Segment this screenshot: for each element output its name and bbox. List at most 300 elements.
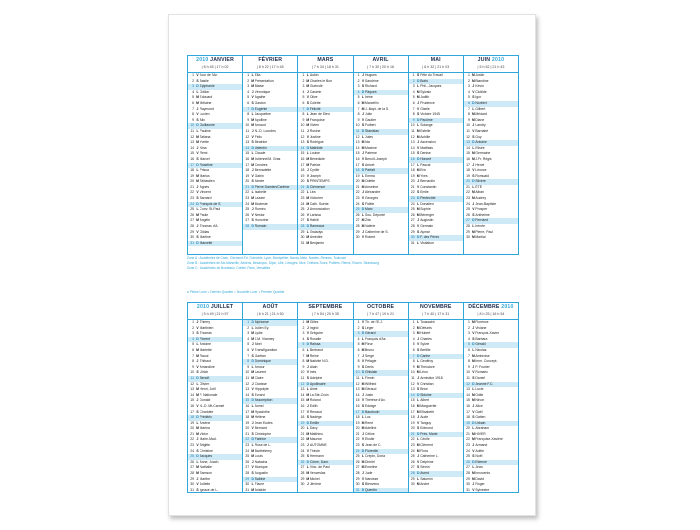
day-number: 31 [245,487,250,492]
day-number: 30 [355,235,360,240]
saint-name: Mariette [199,347,212,352]
day-number: 3 [357,84,360,89]
weekday-letter: M [251,336,255,341]
weekday-letter: M [196,347,199,352]
saint-name: Ninon [475,398,485,403]
weekday-letter: S [306,336,309,341]
saint-name: Viviane [475,325,487,330]
weekday-letter: D [196,123,199,128]
day-number: 5 [412,95,415,100]
saint-name: Alain [309,364,318,369]
saint-name: Pierre Damien/Carême [254,184,290,189]
saint-name: Jules [365,134,373,139]
saint-name: David [475,476,485,481]
saint-name: Brice [420,387,428,392]
day-number: 18 [300,415,305,420]
weekday-letter: J [306,89,309,94]
weekday-letter: S [417,190,420,195]
saint-name: Evrard [254,392,265,397]
day-number: 25 [245,454,250,459]
weekday-letter: L [196,168,199,173]
saint-name: Bérenger [420,212,435,217]
weekday-letter: D [472,179,475,184]
day-number: 22 [410,190,415,195]
day-number: 11 [300,128,305,133]
day-list [298,73,352,246]
saint-name: Hermann [309,454,324,459]
saint-name: Jean de Dieu [309,112,330,117]
day-number: 17 [190,409,194,414]
day-number: 1 [302,320,305,324]
saint-name: Armistice 1918 [420,375,443,380]
saint-name: Alix [199,117,205,122]
day-number: 6 [192,347,194,352]
day-number: 31 [355,487,360,492]
saint-name: Christine [199,448,213,453]
weekday-letter: M [196,95,199,100]
saint-name: Jacques [199,454,213,459]
day-number: 18 [245,415,250,420]
saint-name: Elisabeth [420,409,435,414]
weekday-letter: J [306,443,309,448]
weekday-letter: S [472,336,475,341]
day-number: 13 [190,387,194,392]
weekday-letter: L [306,151,309,156]
day-number: 3 [467,84,470,89]
weekday-letter: D [196,84,199,89]
weekday-letter: M [361,140,365,145]
weekday-letter: M [251,196,255,201]
saint-name: Nadège [309,415,322,420]
weekday-letter: J [362,112,364,117]
weekday-letter: L [361,375,365,380]
saint-name: Augustin [254,471,268,476]
day-number: 28 [190,471,194,476]
day-number: 13 [245,387,250,392]
weekday-letter: S [306,179,309,184]
day-number: 6 [467,100,470,105]
weekday-letter: M [361,342,365,347]
saint-name: HIVER [475,431,486,436]
day-number: 11 [190,128,194,133]
saint-name: Toussaint [420,320,435,324]
saint-name: Emeline [365,465,378,470]
weekday-letter: M [471,431,475,436]
day-number: 4 [192,336,194,341]
day-number: 9 [357,364,360,369]
day-number: 31 [466,487,470,492]
saint-name: J.Fr. Régis [475,156,492,161]
day-number: 16 [245,156,250,161]
saint-name: Jean de C. [365,443,382,448]
weekday-letter: D [416,78,420,83]
weekday-letter: S [472,134,475,139]
weekday-letter: M [196,173,199,178]
day-number: 15 [300,151,305,156]
weekday-letter: D [306,381,310,386]
saint-name: Martinien [199,325,214,330]
day-row [243,488,297,492]
day-number: 14 [466,145,470,150]
saint-name: Romuald [475,173,489,178]
day-number: 28 [300,471,305,476]
weekday-letter: M [251,370,255,375]
weekday-letter: J [251,168,254,173]
saint-name: Léonce [475,168,487,173]
day-number: 10 [300,370,305,375]
saint-name: Véronique [254,89,271,94]
weekday-letter: D [196,336,199,341]
saint-name: Ignace de L. [199,487,219,492]
saint-name: Igor [475,95,482,100]
weekday-letter: V [417,381,420,386]
saint-name: André [420,482,430,487]
saint-name: Rameaux [309,224,325,229]
day-number: 7 [412,106,415,111]
saint-name: Roland [309,398,321,403]
weekday-letter: S [417,465,420,470]
weekday-letter: S [251,140,254,145]
weekday-letter: M [196,426,199,431]
day-number: 13 [245,140,250,145]
day-number: 19 [300,173,305,178]
saint-name: Boris [420,78,428,83]
school-zones-legend: Zone A : Académies de Caen, Clermont-Fd, Grenoble, Lyon, Montpellier, Nancy-Metz, Nantes, Rennes, Toulouse Zone B : Académies de Aix-Marseille, Amiens, Besançon, Dijon, Lille, Limoges, Nice, Orléans-Tours, Poitiers, Reims, Rouen, Strasbourg Zone C : Académies de Bordeaux, Créteil, Paris, Versailles [187,256,380,270]
day-number: 10 [355,123,360,128]
saint-name: Raoul [199,353,209,358]
saint-name: Nathalie [199,465,212,470]
saint-name: Cécile [420,437,430,442]
saint-name: Valérie [365,224,376,229]
day-number: 22 [300,190,305,195]
saint-name: Georges [365,196,379,201]
weekday-letter: J [306,207,309,212]
day-number: 19 [466,173,470,178]
day-number: 13 [466,387,470,392]
day-number: 2 [302,325,305,330]
day-number: 30 [190,235,194,240]
weekday-letter: V [251,426,254,431]
saint-name: Mathilde [309,145,323,150]
saint-name: N.-D. Mt-Carmel [199,403,225,408]
day-number: 1 [302,73,305,77]
day-number: 29 [466,476,470,481]
saint-name: Dominique [254,359,271,364]
saint-name: Crépin, Doria [365,454,385,459]
calendar-sheet [168,14,536,516]
weekday-letter: S [472,375,475,380]
saint-name: Présentation [254,78,274,83]
saint-name: Barnabé [475,128,489,133]
weekday-letter: M [471,359,475,364]
day-number: 8 [357,112,360,117]
weekday-letter: S [472,454,475,459]
weekday-letter: L [417,398,420,403]
weekday-letter: D [196,375,199,380]
day-number: 15 [410,398,415,403]
saint-name: Eugénie [254,106,268,111]
saint-name: Alexandre [365,190,381,195]
weekday-letter: M [251,162,255,167]
day-number: 23 [300,443,305,448]
saint-name: Quentin [365,487,377,492]
weekday-letter: D [251,145,254,150]
weekday-letter: J [362,392,364,397]
weekday-letter: M [251,117,255,122]
weekday-letter: L [251,443,254,448]
day-number: 30 [300,482,305,487]
weekday-letter: S [196,331,199,336]
weekday-letter: J [362,73,364,77]
month-juin [464,56,518,254]
saint-name: Antoine [475,140,487,145]
day-number: 4 [357,336,360,341]
weekday-letter: S [196,370,199,375]
saint-name: Charles [420,336,432,341]
day-number: 11 [300,375,305,380]
weekday-letter: M [416,370,420,375]
saint-name: Anselme [365,184,379,189]
saint-name: François de S. [199,201,222,206]
saint-name: Achille [420,134,431,139]
day-number: 7 [302,106,305,111]
day-number: 17 [466,162,470,167]
month-header: DÉCEMBRE 2010 | 8 h 25 | 16 h 54 [464,303,518,320]
saint-name: Justin [475,73,485,77]
saint-name: Prosper [475,207,488,212]
weekday-letter: M [361,381,365,386]
weekday-letter: S [472,173,475,178]
day-number: 13 [410,140,415,145]
weekday-letter: M [361,106,365,111]
weekday-letter: S [472,95,475,100]
day-number: 19 [300,420,305,425]
weekday-letter: J [417,375,420,380]
saint-name: Victor [199,431,209,436]
saint-name: Rosine [309,128,321,133]
saint-name: Assomption [254,398,273,403]
weekday-letter: M [306,471,310,476]
weekday-letter: M [196,431,199,436]
saint-name: Transfiguration [254,347,278,352]
weekday-letter: D [196,454,199,459]
saint-name: Marc [365,207,373,212]
first-half-calendar [187,55,519,255]
weekday-letter: V [472,487,475,492]
day-number: 2 [192,325,194,330]
saint-name: N.-D. Lourdes [254,128,276,133]
weekday-letter: M [306,78,310,83]
weekday-letter: L [306,229,309,234]
saint-name: Luc [365,415,371,420]
saint-name: Hugues [365,73,377,77]
saint-name: Raïssa [309,342,321,347]
month-avril [354,56,409,254]
day-number: 16 [300,156,305,161]
weekday-letter: J [306,128,309,133]
weekday-letter: M [361,347,365,352]
day-number: 26 [190,212,194,217]
day-number: 9 [247,117,250,122]
weekday-letter: L [417,201,420,206]
day-number: 9 [467,364,470,369]
saint-name: Léon [420,370,428,375]
second-half-calendar [187,302,519,493]
day-number: 5 [357,95,360,100]
saint-name: Jean Eudes [254,420,273,425]
day-number: 10 [410,370,415,375]
saint-name: Maxime [365,145,377,150]
saint-name: Juliette [199,482,211,487]
saint-name: François-Xavier [475,331,500,336]
day-list [188,73,242,246]
saint-name: Valentin [254,145,267,150]
weekday-letter: V [196,325,199,330]
saint-name: Ida [365,140,370,145]
day-number: 23 [190,196,194,201]
day-number: 26 [245,459,250,464]
day-number: 17 [410,409,415,414]
saint-name: AUTOMNE [309,443,327,448]
day-number: 5 [247,95,250,100]
day-number: 1 [412,320,415,324]
weekday-letter: J [251,420,254,425]
saint-name: Samson [199,471,212,476]
saint-name: Côme, Dam. [309,459,329,464]
weekday-letter: J [417,454,420,459]
day-number: 6 [467,347,470,352]
weekday-letter: S [361,325,365,330]
saint-name: Géraud [365,387,377,392]
day-number: 21 [466,184,470,189]
day-number: 6 [302,100,305,105]
saint-name: Judith [420,95,430,100]
weekday-letter: S [251,392,254,397]
day-number: 2 [467,78,470,83]
saint-name: Marcelle [199,240,213,245]
day-row [354,235,408,241]
day-number: 29 [410,476,415,481]
saint-name: Médard [475,112,487,117]
month-aout [243,303,298,492]
day-number: 5 [192,342,194,347]
saint-name: Fulbert [365,123,376,128]
weekday-letter: V [361,196,365,201]
day-number: 11 [355,128,360,133]
saint-name: Amédée [309,235,323,240]
weekday-letter: M [361,465,365,470]
day-number: 4 [192,89,194,94]
day-number: 9 [247,364,250,369]
day-number: 2 [302,78,305,83]
day-number: 31 [410,240,415,245]
saint-name: Joseph [309,173,321,178]
saint-name: Blandine [475,78,489,83]
saint-name: Solange [420,123,433,128]
moon-phases-legend: ● Pleine Lune ◐ Dernier Quartier ○ Nouvelle Lune ◑ Premier Quartier [187,290,285,294]
day-number: 7 [467,106,470,111]
saint-name: Aude [420,415,429,420]
saint-name: Odilon [199,89,210,94]
weekday-letter: S [306,375,309,380]
day-number: 24 [466,448,470,453]
day-number: 24 [466,201,470,206]
saint-name: La Ste-Croix [309,392,329,397]
saint-name: Thérèse d'Av. [365,398,386,403]
day-number: 29 [300,476,305,481]
saint-name: Hyacinthe [254,409,270,414]
day-number: 22 [245,190,250,195]
day-number: 3 [192,331,194,336]
saint-name: Marcellin [365,100,379,105]
day-number: 5 [357,342,360,347]
saint-name: Abraham [475,426,490,431]
saint-name: Clémence [309,184,326,189]
day-number: 28 [410,224,415,229]
saint-name: Geoffroy [420,359,434,364]
weekday-letter: D [251,437,254,442]
weekday-letter: V [472,448,475,453]
day-number: 21 [410,431,415,436]
weekday-letter: M [471,117,475,122]
saint-name: Léger [365,325,374,330]
weekday-letter: L [196,207,199,212]
saint-name: Diane [475,117,485,122]
weekday-letter: D [472,420,475,425]
day-row [354,488,408,492]
weekday-letter: M [361,218,365,223]
weekday-letter: S [361,162,365,167]
day-number: 27 [190,465,194,470]
day-number: 1 [192,73,194,77]
saint-name: Wilfried [365,381,377,386]
day-number: 18 [355,415,360,420]
weekday-letter: M [416,443,420,448]
weekday-letter: M [416,325,420,330]
day-number: 18 [190,168,194,173]
saint-name: Adèle [475,448,485,453]
saint-name: Gérald [475,342,486,347]
weekday-letter: M [196,134,199,139]
weekday-letter: M [196,353,199,358]
day-number: 15 [300,398,305,403]
day-number: 10 [300,123,305,128]
weekday-letter: M [416,128,420,133]
day-number: 14 [245,145,250,150]
day-number: 24 [355,448,360,453]
weekday-letter: M [416,168,420,173]
day-number: 21 [190,184,194,189]
weekday-letter: D [416,156,420,161]
weekday-letter: L [196,128,199,133]
saint-name: Germain [420,224,434,229]
day-number: 3 [467,331,470,336]
weekday-letter: V [306,134,309,139]
weekday-letter: L [196,342,199,347]
day-number: 29 [190,476,194,481]
saint-name: Matthieu [309,431,323,436]
month-juillet [188,303,243,492]
weekday-letter: V [361,235,365,240]
weekday-letter: V [472,409,475,414]
day-number: 9 [412,364,415,369]
saint-name: Sidoine [420,392,432,397]
day-number: 3 [192,84,194,89]
day-number: 7 [357,353,360,358]
saint-name: Edmond [420,426,433,431]
weekday-letter: L [251,482,254,487]
weekday-letter: V [196,229,199,234]
